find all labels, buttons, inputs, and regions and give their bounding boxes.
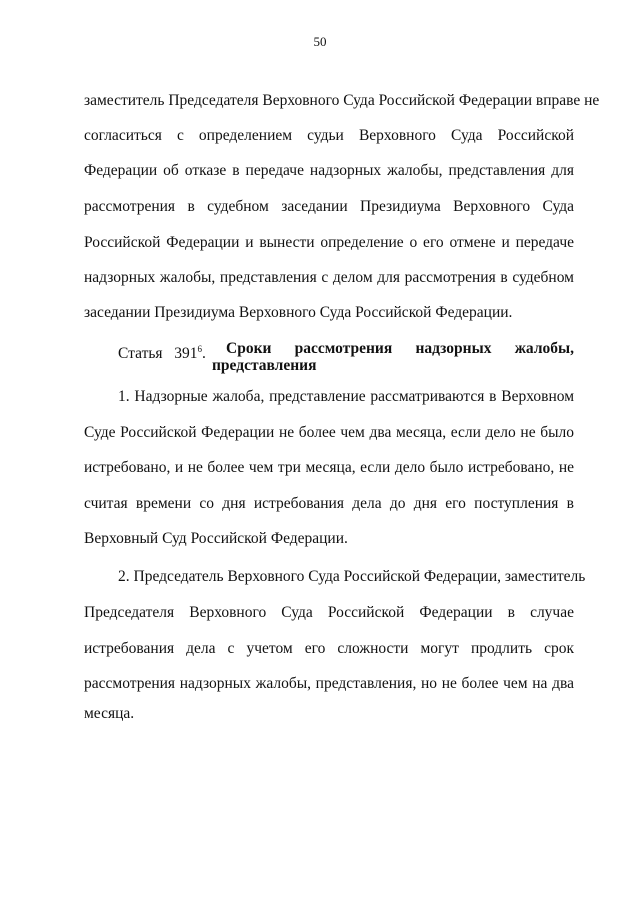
- page-number: 50: [313, 34, 327, 49]
- text-line: заместитель Председателя Верховного Суда Российской Федерации вправе не: [84, 92, 600, 109]
- text-line: месяца.: [84, 705, 135, 722]
- article-title-continued: представления: [212, 357, 317, 374]
- text-line: согласиться с определением судьи Верховного Суда Российской: [84, 127, 574, 144]
- article-word: Статья: [118, 345, 163, 363]
- text-line: Верховный Суд Российской Федерации.: [84, 530, 348, 547]
- text-line: считая времени со дня истребования дела до дня его поступления в: [84, 495, 574, 512]
- text-line: надзорных жалобы, представления с делом для рассмотрения в судебном: [84, 269, 574, 286]
- text-line: заседании Президиума Верховного Суда Российской Федерации.: [84, 304, 513, 321]
- text-line: истребования дела с учетом его сложности могут продлить срок: [84, 640, 574, 657]
- text-line: 1. Надзорные жалоба, представление рассматриваются в Верховном: [118, 388, 574, 405]
- article-dot: .: [201, 345, 206, 363]
- article-label: [118, 340, 206, 363]
- text-line: рассмотрения в судебном заседании Президиума Верховного Суда: [84, 198, 574, 215]
- text-line: Суде Российской Федерации не более чем два месяца, если дело не было: [84, 424, 574, 441]
- article-title: Сроки рассмотрения надзорных жалобы,: [226, 340, 574, 357]
- article-number-superscript: 6: [197, 344, 202, 354]
- article-number: 391: [174, 345, 198, 363]
- text-line: Федерации об отказе в передаче надзорных жалобы, представления для: [84, 162, 574, 179]
- text-line: рассмотрения надзорных жалобы, представления, но не более чем на два: [84, 675, 574, 692]
- text-line: 2. Председатель Верховного Суда Российской Федерации, заместитель: [118, 568, 586, 585]
- text-line: Председателя Верховного Суда Российской Федерации в случае: [84, 604, 574, 621]
- text-line: Российской Федерации и вынести определение о его отмене и передаче: [84, 234, 574, 251]
- text-line: истребовано, и не более чем три месяца, если дело было истребовано, не: [84, 459, 574, 476]
